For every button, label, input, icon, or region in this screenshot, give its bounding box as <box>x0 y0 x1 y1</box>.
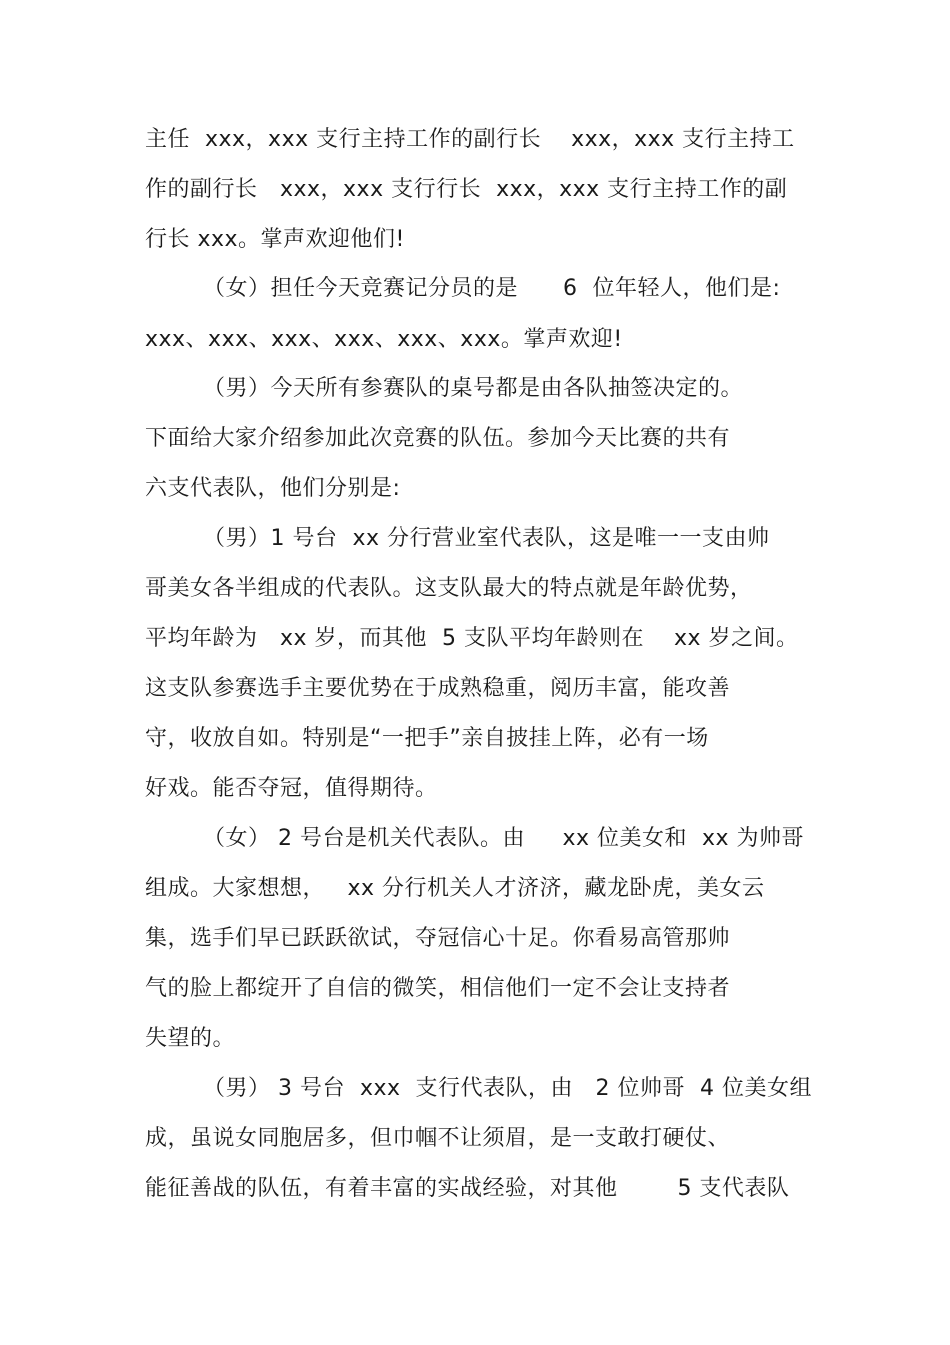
text-line: 六支代表队，他们分别是: <box>145 476 401 501</box>
text-line: 行长 xxx。掌声欢迎他们! <box>145 227 405 252</box>
text-line: （男） 3 号台 xxx 支行代表队，由 2 位帅哥 4 位美女组 <box>203 1076 812 1101</box>
text-line: 守，收放自如。特别是“一把手”亲自披挂上阵，必有一场 <box>145 726 709 751</box>
text-line: 好戏。能否夺冠，值得期待。 <box>145 776 438 801</box>
text-line: xxx、xxx、xxx、xxx、xxx、xxx。掌声欢迎! <box>145 327 623 352</box>
text-line: 主任 xxx，xxx 支行主持工作的副行长 xxx，xxx 支行主持工 <box>145 127 795 152</box>
text-line: 下面给大家介绍参加此次竞赛的队伍。参加今天比赛的共有 <box>145 426 731 451</box>
text-line: 能征善战的队伍，有着丰富的实战经验，对其他 5 支代表队 <box>145 1176 790 1201</box>
text-line: 这支队参赛选手主要优势在于成熟稳重，阅历丰富，能攻善 <box>145 676 731 701</box>
text-line: 失望的。 <box>145 1026 236 1051</box>
text-line: （男）1 号台 xx 分行营业室代表队，这是唯一一支由帅 <box>203 526 770 551</box>
text-line: 平均年龄为 xx 岁，而其他 5 支队平均年龄则在 xx 岁之间。 <box>145 626 799 651</box>
text-line: 集，选手们早已跃跃欲试，夺冠信心十足。你看易高管那帅 <box>145 926 731 951</box>
text-line: （女）担任今天竞赛记分员的是 6 位年轻人，他们是: <box>203 276 781 301</box>
text-line: 哥美女各半组成的代表队。这支队最大的特点就是年龄优势， <box>145 576 753 601</box>
text-line: 作的副行长 xxx，xxx 支行行长 xxx，xxx 支行主持工作的副 <box>145 177 788 202</box>
text-line: 组成。大家想想， xx 分行机关人才济济，藏龙卧虎，美女云 <box>145 876 765 901</box>
text-line: （女） 2 号台是机关代表队。由 xx 位美女和 xx 为帅哥 <box>203 826 805 851</box>
text-line: 气的脸上都绽开了自信的微笑，相信他们一定不会让支持者 <box>145 976 731 1001</box>
text-line: （男）今天所有参赛队的桌号都是由各队抽签决定的。 <box>203 376 744 401</box>
text-line: 成，虽说女同胞居多，但巾帼不让须眉，是一支敢打硬仗、 <box>145 1126 731 1151</box>
